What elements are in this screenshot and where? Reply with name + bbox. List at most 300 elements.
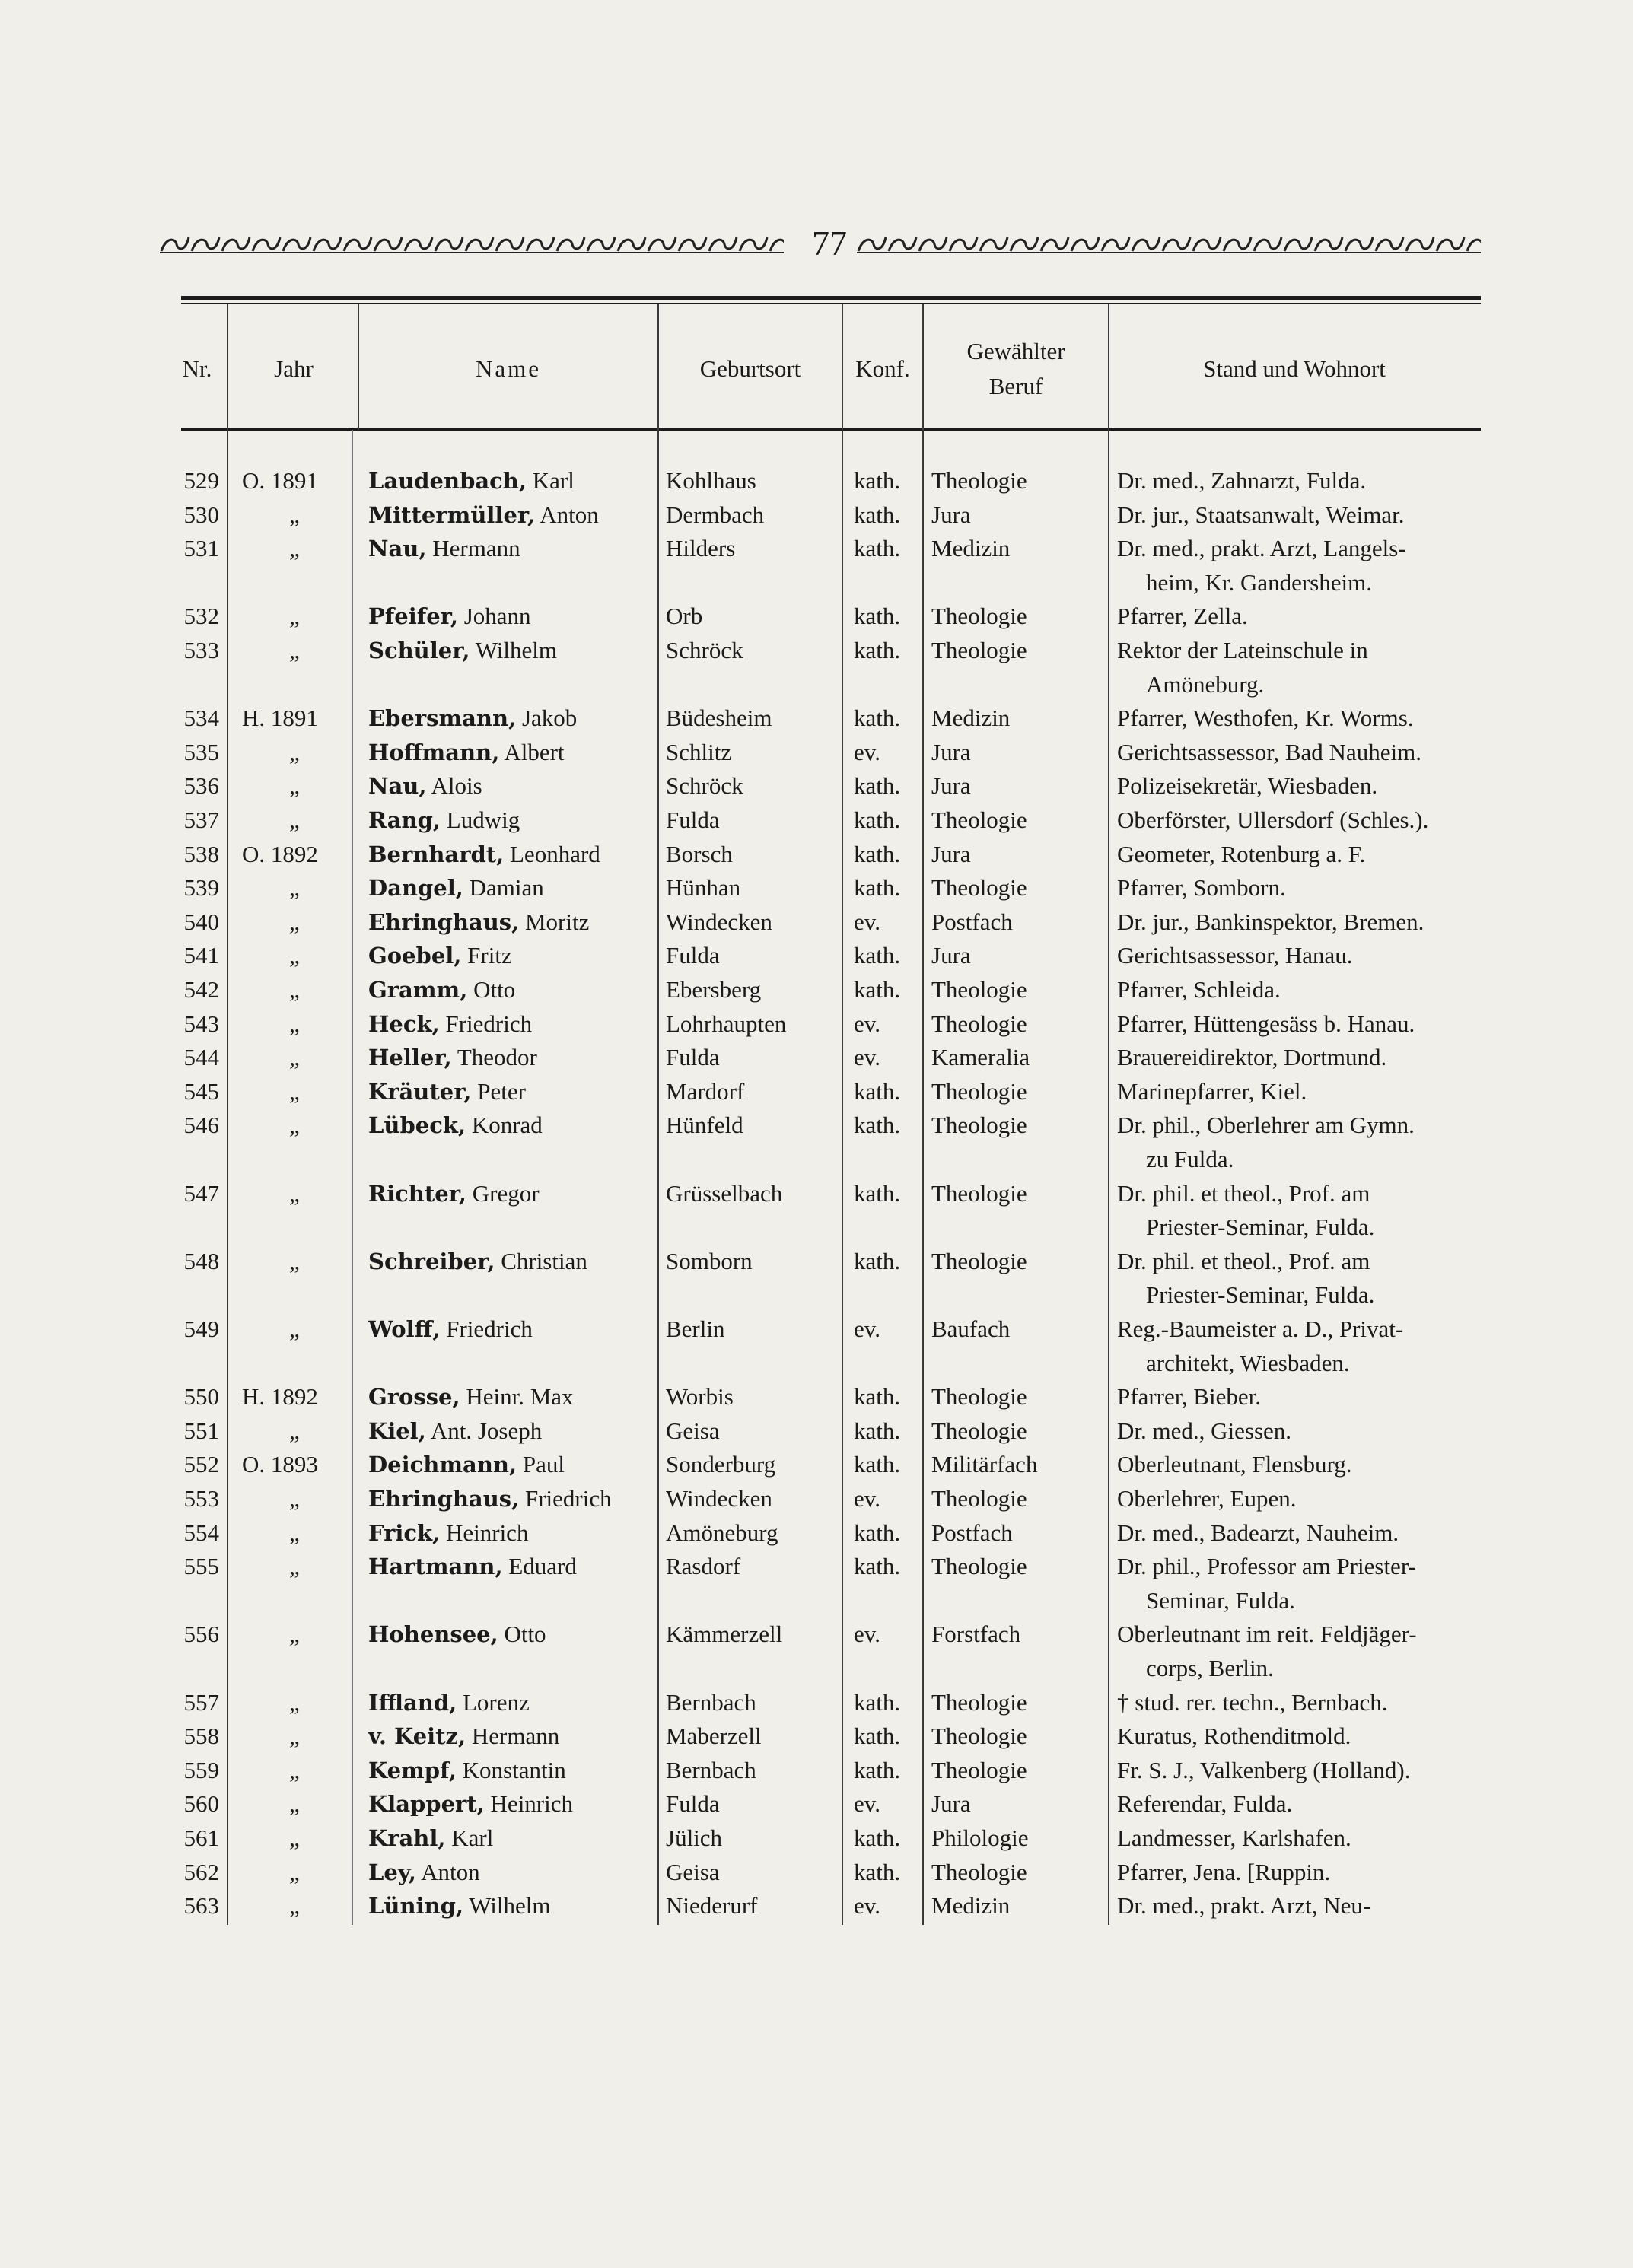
row-stand-wohnort: Gerichtsassessor, Hanau. (1117, 942, 1353, 969)
row-nr: 547 (183, 1180, 219, 1207)
row-ditto-mark: „ (289, 1248, 300, 1274)
row-surname: Heller, (368, 1045, 452, 1070)
row-given-name: Karl (532, 467, 575, 494)
row-surname: Kiel, (368, 1418, 426, 1444)
col-header-beruf-line1: Gewählter (966, 338, 1065, 364)
row-ditto-mark: „ (289, 1485, 300, 1512)
row-nr: 534 (183, 705, 219, 731)
row-ditto-mark: „ (289, 1689, 300, 1716)
table-row (0, 532, 1633, 565)
row-name (368, 1516, 528, 1550)
row-nr: 545 (183, 1078, 219, 1105)
table-row (0, 1312, 1633, 1346)
col-header-jahr: Jahr (274, 355, 314, 382)
row-stand-wohnort: Referendar, Fulda. (1117, 1790, 1293, 1817)
row-nr: 548 (183, 1248, 219, 1274)
row-nr: 551 (183, 1417, 219, 1444)
row-konfession: ev. (854, 1315, 880, 1342)
row-nr: 559 (183, 1757, 219, 1783)
row-given-name: Wilhelm (469, 1892, 551, 1919)
row-stand-wohnort: Brauereidirektor, Dortmund. (1117, 1044, 1387, 1070)
row-stand-wohnort: Marinepfarrer, Kiel. (1117, 1078, 1307, 1105)
row-jahr: H. 1891 (242, 705, 318, 731)
row-name (368, 1414, 542, 1448)
row-geburtsort: Bernbach (666, 1689, 756, 1716)
row-stand-continuation: corps, Berlin. (1146, 1655, 1274, 1681)
row-name (368, 1245, 587, 1278)
row-ditto-mark: „ (289, 603, 300, 629)
row-nr: 539 (183, 874, 219, 901)
row-stand-wohnort: Pfarrer, Zella. (1117, 603, 1248, 629)
row-stand-wohnort: Dr. med., prakt. Arzt, Neu- (1117, 1892, 1371, 1919)
table-row (0, 701, 1633, 735)
table-row (0, 1889, 1633, 1923)
row-geburtsort: Schröck (666, 772, 743, 799)
row-geburtsort: Berlin (666, 1315, 725, 1342)
row-beruf: Kameralia (931, 1044, 1030, 1070)
row-surname: Goebel, (368, 943, 462, 969)
row-konfession: kath. (854, 806, 901, 833)
row-name (368, 1787, 573, 1821)
row-surname: v. Keitz, (368, 1723, 466, 1749)
row-surname: Kempf, (368, 1757, 457, 1783)
row-ditto-mark: „ (289, 772, 300, 799)
row-name (368, 634, 557, 667)
row-ditto-mark: „ (289, 1824, 300, 1851)
table-row (0, 1109, 1633, 1142)
row-nr: 557 (183, 1689, 219, 1716)
row-nr: 552 (183, 1451, 219, 1478)
row-geburtsort: Grüsselbach (666, 1180, 783, 1207)
row-beruf: Theologie (931, 1689, 1027, 1716)
row-beruf: Militärfach (931, 1451, 1038, 1478)
row-ditto-mark: „ (289, 1757, 300, 1783)
row-name (368, 1075, 526, 1109)
row-nr: 529 (183, 467, 219, 494)
row-geburtsort: Somborn (666, 1248, 753, 1274)
row-nr: 554 (183, 1519, 219, 1546)
table-row (0, 634, 1633, 667)
row-ditto-mark: „ (289, 1553, 300, 1579)
row-ditto-mark: „ (289, 1180, 300, 1207)
row-stand-wohnort: Polizeisekretär, Wiesbaden. (1117, 772, 1378, 799)
row-stand-wohnort: Dr. jur., Bankinspektor, Bremen. (1117, 908, 1424, 935)
row-geburtsort: Amöneburg (666, 1519, 778, 1546)
row-beruf: Theologie (931, 467, 1027, 494)
row-stand-wohnort: Oberleutnant, Flensburg. (1117, 1451, 1352, 1478)
row-given-name: Peter (477, 1078, 526, 1105)
row-ditto-mark: „ (289, 976, 300, 1003)
row-ditto-mark: „ (289, 535, 300, 561)
row-name (368, 1754, 566, 1787)
row-konfession: kath. (854, 1180, 901, 1207)
table-top-rule-thin (181, 303, 1481, 304)
row-ditto-mark: „ (289, 874, 300, 901)
table-row (0, 973, 1633, 1007)
row-konfession: ev. (854, 1044, 880, 1070)
header-bottom-rule (181, 428, 1481, 431)
col-header-name: Name (475, 355, 542, 382)
row-surname: Gramm, (368, 977, 468, 1003)
table-row (0, 803, 1633, 837)
row-konfession: kath. (854, 603, 901, 629)
row-surname: Wolff, (368, 1316, 441, 1342)
table-row-continuation (0, 1210, 1633, 1244)
row-name (368, 1719, 559, 1753)
row-stand-continuation: zu Fulda. (1146, 1146, 1234, 1172)
row-stand-wohnort: Pfarrer, Hüttengesäss b. Hanau. (1117, 1010, 1415, 1037)
row-beruf: Postfach (931, 1519, 1013, 1546)
row-given-name: Ant. Joseph (430, 1417, 543, 1444)
row-beruf: Theologie (931, 1485, 1027, 1512)
row-surname: Hartmann, (368, 1554, 503, 1579)
row-given-name: Friedrich (445, 1010, 533, 1037)
table-top-rule (181, 296, 1481, 300)
row-beruf: Theologie (931, 603, 1027, 629)
row-nr: 540 (183, 908, 219, 935)
row-given-name: Jakob (521, 705, 578, 731)
row-stand-wohnort: Rektor der Lateinschule in (1117, 637, 1368, 663)
row-nr: 530 (183, 501, 219, 528)
row-given-name: Lorenz (462, 1689, 530, 1716)
row-nr: 553 (183, 1485, 219, 1512)
row-nr: 561 (183, 1824, 219, 1851)
row-nr: 542 (183, 976, 219, 1003)
row-geburtsort: Fulda (666, 1044, 720, 1070)
row-geburtsort: Dermbach (666, 501, 765, 528)
row-nr: 536 (183, 772, 219, 799)
row-nr: 549 (183, 1315, 219, 1342)
row-geburtsort: Fulda (666, 1790, 720, 1817)
table-row (0, 1754, 1633, 1787)
table-row (0, 1821, 1633, 1855)
row-surname: Bernhardt, (368, 841, 505, 867)
row-konfession: ev. (854, 1010, 880, 1037)
row-name (368, 871, 544, 905)
row-konfession: kath. (854, 1519, 901, 1546)
row-jahr: O. 1893 (242, 1451, 318, 1478)
row-given-name: Fritz (467, 942, 512, 969)
row-given-name: Anton (540, 501, 599, 528)
row-stand-wohnort: Dr. phil. et theol., Prof. am (1117, 1180, 1370, 1207)
row-geburtsort: Mardorf (666, 1078, 745, 1105)
row-beruf: Forstfach (931, 1621, 1021, 1647)
row-stand-wohnort: Pfarrer, Bieber. (1117, 1383, 1261, 1410)
row-given-name: Wilhelm (475, 637, 557, 663)
row-surname: Krahl, (368, 1825, 446, 1851)
row-geburtsort: Maberzell (666, 1722, 762, 1749)
row-surname: Schüler, (368, 638, 470, 663)
row-beruf: Jura (931, 942, 971, 969)
ornament-border-left (160, 234, 784, 254)
row-stand-wohnort: Gerichtsassessor, Bad Nauheim. (1117, 739, 1421, 765)
row-name (368, 803, 520, 837)
row-surname: Ehringhaus, (368, 909, 520, 935)
row-given-name: Anton (421, 1859, 480, 1885)
row-given-name: Karl (451, 1824, 494, 1851)
row-konfession: kath. (854, 1248, 901, 1274)
row-given-name: Heinrich (490, 1790, 574, 1817)
row-nr: 546 (183, 1112, 219, 1138)
row-stand-wohnort: Pfarrer, Jena. [Ruppin. (1117, 1859, 1331, 1885)
row-ditto-mark: „ (289, 1621, 300, 1647)
row-given-name: Heinr. Max (466, 1383, 574, 1410)
row-nr: 532 (183, 603, 219, 629)
col-header-stand: Stand und Wohnort (1203, 355, 1386, 382)
table-row (0, 871, 1633, 905)
row-name (368, 736, 565, 769)
row-ditto-mark: „ (289, 806, 300, 833)
row-konfession: kath. (854, 1451, 901, 1478)
row-name (368, 1686, 530, 1719)
row-beruf: Theologie (931, 1180, 1027, 1207)
row-name (368, 1448, 565, 1481)
row-geburtsort: Geisa (666, 1417, 720, 1444)
row-surname: Heck, (368, 1011, 440, 1037)
row-konfession: kath. (854, 637, 901, 663)
row-geburtsort: Rasdorf (666, 1553, 741, 1579)
row-geburtsort: Hünfeld (666, 1112, 743, 1138)
row-nr: 538 (183, 841, 219, 867)
table-row-continuation (0, 1278, 1633, 1312)
row-given-name: Hermann (432, 535, 520, 561)
row-surname: Rang, (368, 807, 441, 833)
row-nr: 533 (183, 637, 219, 663)
row-konfession: kath. (854, 772, 901, 799)
row-given-name: Friedrich (446, 1315, 533, 1342)
row-nr: 555 (183, 1553, 219, 1579)
table-row (0, 1177, 1633, 1210)
row-geburtsort: Lohrhaupten (666, 1010, 787, 1037)
row-jahr: H. 1892 (242, 1383, 318, 1410)
row-geburtsort: Worbis (666, 1383, 734, 1410)
row-beruf: Theologie (931, 1859, 1027, 1885)
row-stand-wohnort: Dr. phil., Professor am Priester- (1117, 1553, 1416, 1579)
row-geburtsort: Windecken (666, 1485, 772, 1512)
row-nr: 562 (183, 1859, 219, 1885)
row-given-name: Hermann (471, 1722, 560, 1749)
row-beruf: Theologie (931, 637, 1027, 663)
row-name (368, 769, 482, 803)
row-nr: 556 (183, 1621, 219, 1647)
row-stand-wohnort: Dr. med., Zahnarzt, Fulda. (1117, 467, 1367, 494)
row-beruf: Jura (931, 501, 971, 528)
table-row (0, 1007, 1633, 1041)
row-ditto-mark: „ (289, 1722, 300, 1749)
row-name (368, 1041, 537, 1074)
row-geburtsort: Fulda (666, 806, 720, 833)
row-name (368, 1007, 532, 1041)
row-ditto-mark: „ (289, 501, 300, 528)
row-surname: Nau, (368, 773, 427, 799)
row-konfession: ev. (854, 1892, 880, 1919)
row-beruf: Philologie (931, 1824, 1029, 1851)
row-beruf: Theologie (931, 1010, 1027, 1037)
row-ditto-mark: „ (289, 908, 300, 935)
row-stand-wohnort: Dr. phil. et theol., Prof. am (1117, 1248, 1370, 1274)
row-beruf: Jura (931, 772, 971, 799)
table-row (0, 736, 1633, 769)
row-given-name: Otto (473, 976, 516, 1003)
table-row (0, 1482, 1633, 1516)
row-stand-wohnort: Dr. jur., Staatsanwalt, Weimar. (1117, 501, 1405, 528)
table-row (0, 905, 1633, 939)
row-name (368, 1482, 612, 1516)
row-konfession: kath. (854, 1722, 901, 1749)
table-row (0, 464, 1633, 498)
row-stand-wohnort: Dr. med., Badearzt, Nauheim. (1117, 1519, 1399, 1546)
row-name (368, 973, 515, 1007)
row-konfession: kath. (854, 1078, 901, 1105)
row-konfession: kath. (854, 1859, 901, 1885)
row-stand-continuation: Seminar, Fulda. (1146, 1587, 1295, 1614)
row-given-name: Eduard (508, 1553, 577, 1579)
row-surname: Lübeck, (368, 1112, 466, 1138)
row-name (368, 701, 577, 735)
row-geburtsort: Kohlhaus (666, 467, 756, 494)
row-surname: Laudenbach, (368, 468, 527, 494)
col-header-konf: Konf. (855, 355, 910, 382)
row-given-name: Heinrich (445, 1519, 529, 1546)
row-nr: 563 (183, 1892, 219, 1919)
row-stand-continuation: Priester-Seminar, Fulda. (1146, 1214, 1375, 1240)
table-row-continuation (0, 1584, 1633, 1618)
row-ditto-mark: „ (289, 1417, 300, 1444)
row-given-name: Leonhard (510, 841, 600, 867)
table-row (0, 600, 1633, 633)
row-beruf: Postfach (931, 908, 1013, 935)
row-ditto-mark: „ (289, 942, 300, 969)
row-surname: Pfeifer, (368, 603, 458, 629)
row-konfession: kath. (854, 841, 901, 867)
row-stand-wohnort: Fr. S. J., Valkenberg (Holland). (1117, 1757, 1411, 1783)
row-stand-wohnort: Oberlehrer, Eupen. (1117, 1485, 1297, 1512)
row-given-name: Gregor (472, 1180, 540, 1207)
table-row-continuation (0, 668, 1633, 701)
row-nr: 535 (183, 739, 219, 765)
table-row (0, 1856, 1633, 1889)
row-konfession: ev. (854, 908, 880, 935)
row-nr: 544 (183, 1044, 219, 1070)
row-stand-wohnort: Pfarrer, Westhofen, Kr. Worms. (1117, 705, 1414, 731)
row-stand-wohnort: Pfarrer, Somborn. (1117, 874, 1286, 901)
row-surname: Klappert, (368, 1791, 485, 1817)
row-konfession: kath. (854, 1757, 901, 1783)
table-row (0, 1618, 1633, 1651)
row-stand-wohnort: Dr. med., Giessen. (1117, 1417, 1292, 1444)
row-geburtsort: Hilders (666, 535, 736, 561)
row-konfession: kath. (854, 1824, 901, 1851)
row-stand-wohnort: † stud. rer. techn., Bernbach. (1117, 1689, 1388, 1716)
row-jahr: O. 1892 (242, 841, 318, 867)
row-konfession: kath. (854, 1417, 901, 1444)
row-surname: Deichmann, (368, 1452, 517, 1478)
row-ditto-mark: „ (289, 1892, 300, 1919)
page-header (160, 221, 1481, 266)
row-surname: Lüning, (368, 1893, 464, 1919)
row-konfession: kath. (854, 535, 901, 561)
row-konfession: kath. (854, 1383, 901, 1410)
row-name (368, 1550, 577, 1583)
row-geburtsort: Ebersberg (666, 976, 762, 1003)
table-row (0, 1380, 1633, 1414)
table-row-continuation (0, 566, 1633, 600)
column-divider (358, 304, 359, 430)
row-name (368, 464, 575, 498)
row-geburtsort: Bernbach (666, 1757, 756, 1783)
row-surname: Kräuter, (368, 1079, 472, 1105)
row-beruf: Theologie (931, 1383, 1027, 1410)
row-surname: Grosse, (368, 1384, 460, 1410)
row-given-name: Konstantin (462, 1757, 566, 1783)
row-ditto-mark: „ (289, 1859, 300, 1885)
row-name (368, 1618, 546, 1651)
row-name (368, 498, 599, 532)
table-row (0, 1719, 1633, 1753)
row-beruf: Theologie (931, 1417, 1027, 1444)
row-given-name: Moritz (524, 908, 590, 935)
page-number: 77 (812, 224, 847, 262)
row-geburtsort: Hünhan (666, 874, 741, 901)
col-header-geburtsort: Geburtsort (699, 355, 801, 382)
table-row-continuation (0, 1347, 1633, 1380)
row-beruf: Medizin (931, 535, 1011, 561)
table-row-continuation (0, 1143, 1633, 1176)
row-beruf: Theologie (931, 1078, 1027, 1105)
row-given-name: Albert (504, 739, 565, 765)
row-name (368, 905, 589, 939)
row-surname: Hoffmann, (368, 740, 500, 765)
row-name (368, 600, 531, 633)
row-surname: Hohensee, (368, 1621, 498, 1647)
row-konfession: ev. (854, 1485, 880, 1512)
ornament-border-right (857, 234, 1481, 254)
row-beruf: Theologie (931, 1553, 1027, 1579)
table-row (0, 1550, 1633, 1583)
row-beruf: Jura (931, 739, 971, 765)
row-name (368, 1821, 493, 1855)
row-name (368, 1889, 550, 1923)
row-konfession: kath. (854, 1112, 901, 1138)
table-row (0, 1787, 1633, 1821)
row-ditto-mark: „ (289, 1112, 300, 1138)
row-name (368, 838, 600, 871)
table-row (0, 1448, 1633, 1481)
row-given-name: Friedrich (524, 1485, 612, 1512)
row-geburtsort: Geisa (666, 1859, 720, 1885)
row-name (368, 1380, 574, 1414)
table-row-continuation (0, 1652, 1633, 1685)
table-row (0, 939, 1633, 972)
row-geburtsort: Büdesheim (666, 705, 772, 731)
row-name (368, 939, 512, 972)
row-name (368, 1312, 533, 1346)
row-beruf: Medizin (931, 1892, 1011, 1919)
row-given-name: Damian (469, 874, 544, 901)
row-given-name: Christian (501, 1248, 587, 1274)
row-surname: Richter, (368, 1181, 466, 1207)
row-geburtsort: Fulda (666, 942, 720, 969)
table-row (0, 769, 1633, 803)
row-name (368, 1856, 480, 1889)
row-nr: 558 (183, 1722, 219, 1749)
row-geburtsort: Kämmerzell (666, 1621, 783, 1647)
row-jahr: O. 1891 (242, 467, 318, 494)
row-stand-wohnort: Oberförster, Ullersdorf (Schles.). (1117, 806, 1429, 833)
row-given-name: Paul (522, 1451, 565, 1478)
row-konfession: kath. (854, 467, 901, 494)
table-row (0, 1516, 1633, 1550)
